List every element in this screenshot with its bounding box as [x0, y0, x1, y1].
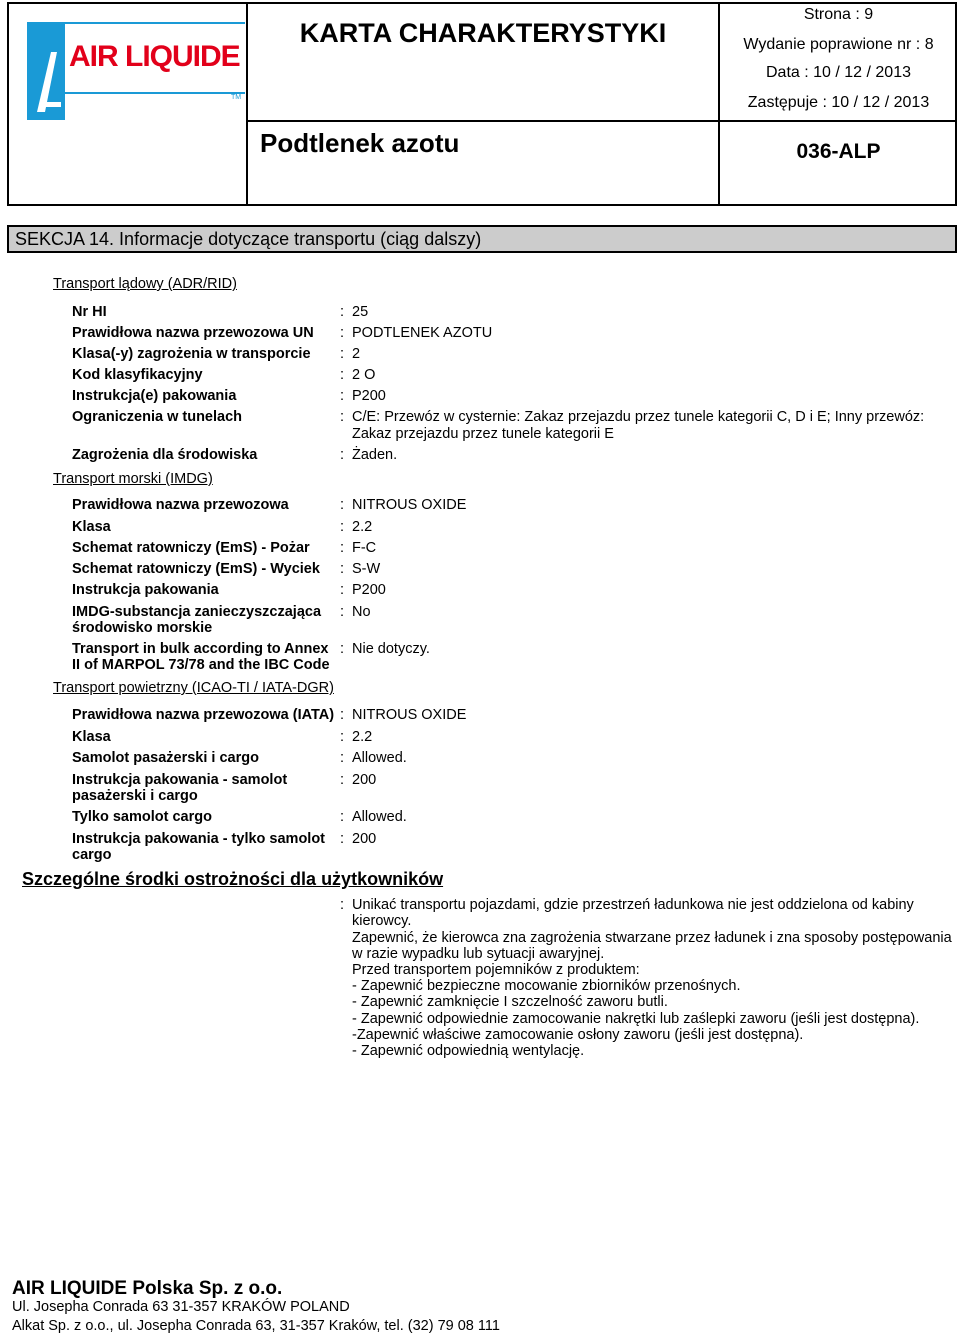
field-label: Klasa	[72, 519, 111, 535]
precaution-line: -Zapewnić właściwe zamocowanie osłony zaworu (jeśli jest dostępna).	[352, 1027, 804, 1043]
field-label: Schemat ratowniczy (EmS) - Pożar	[72, 540, 310, 556]
precaution-line: - Zapewnić bezpieczne mocowanie zbiorników przenośnych.	[352, 978, 741, 994]
field-value: C/E: Przewóz w cysternie: Zakaz przejazdu przez tunele kategorii C, D i E; Inny przewóz:	[352, 409, 925, 425]
field-colon: :	[340, 409, 345, 425]
field-label: Prawidłowa nazwa przewozowa	[72, 497, 289, 513]
product-code: 036-ALP	[796, 140, 881, 163]
field-value: Żaden.	[352, 447, 398, 463]
logo-text: AIR LIQUIDE	[69, 40, 240, 73]
field-label: Transport in bulk according to Annex	[72, 641, 329, 657]
field-label: Tylko samolot cargo	[72, 809, 212, 825]
footer-address: Ul. Josepha Conrada 63 31-357 KRAKÓW POLAND	[12, 1299, 350, 1315]
precaution-line: Przed transportem pojemników z produktem:	[352, 962, 640, 978]
field-label: Ograniczenia w tunelach	[72, 409, 243, 425]
document-title: KARTA CHARAKTERYSTYKI	[299, 18, 667, 48]
field-colon: :	[340, 325, 345, 341]
field-label-continued: II of MARPOL 73/78 and the IBC Code	[72, 657, 330, 673]
field-colon: :	[340, 809, 345, 825]
replaces-date: Zastępuje : 10 / 12 / 2013	[747, 94, 930, 111]
field-label: Schemat ratowniczy (EmS) - Wyciek	[72, 561, 320, 577]
field-label: Instrukcja(e) pakowania	[72, 388, 237, 404]
field-value: NITROUS OXIDE	[352, 707, 467, 723]
field-colon: :	[340, 304, 345, 320]
field-label: Samolot pasażerski i cargo	[72, 750, 259, 766]
field-colon: :	[340, 729, 345, 745]
field-label: Zagrożenia dla środowiska	[72, 447, 258, 463]
field-label: Prawidłowa nazwa przewozowa (IATA)	[72, 707, 335, 723]
revision-number: Wydanie poprawione nr : 8	[743, 36, 934, 53]
field-value: S-W	[352, 561, 381, 577]
field-value: 2	[352, 346, 361, 362]
logo-trademark: TM	[231, 94, 242, 101]
field-value: NITROUS OXIDE	[352, 497, 467, 513]
field-label: Instrukcja pakowania - tylko samolot	[72, 831, 326, 847]
field-label: Kod klasyfikacyjny	[72, 367, 203, 383]
field-value: PODTLENEK AZOTU	[352, 325, 493, 341]
field-colon: :	[340, 750, 345, 766]
field-colon: :	[340, 367, 345, 383]
field-colon: :	[340, 897, 345, 913]
precautions-heading: Szczególne środki ostrożności dla użytkowników	[22, 869, 444, 889]
field-label: Instrukcja pakowania - samolot	[72, 772, 288, 788]
header-divider	[246, 120, 957, 122]
field-label: IMDG-substancja zanieczyszczająca	[72, 604, 322, 620]
sea-transport-heading: Transport morski (IMDG)	[53, 471, 213, 487]
field-label: Prawidłowa nazwa przewozowa UN	[72, 325, 314, 341]
field-label: Klasa(-y) zagrożenia w transporcie	[72, 346, 311, 362]
field-value: No	[352, 604, 371, 620]
field-colon: :	[340, 346, 345, 362]
product-name: Podtlenek azotu	[260, 128, 460, 158]
page-number: Strona : 9	[803, 6, 874, 23]
field-colon: :	[340, 497, 345, 513]
field-colon: :	[340, 707, 345, 723]
field-value: Allowed.	[352, 750, 407, 766]
precaution-line: - Zapewnić odpowiednią wentylację.	[352, 1043, 585, 1059]
precaution-line: Zapewnić, że kierowca zna zagrożenia stwarzane przez ładunek i zna sposoby postępowania	[352, 930, 952, 946]
precaution-line: Unikać transportu pojazdami, gdzie przestrzeń ładunkowa nie jest oddzielona od kabiny	[352, 897, 914, 913]
field-value: 25	[352, 304, 369, 320]
field-value: P200	[352, 388, 386, 404]
field-value: 2.2	[352, 519, 373, 535]
field-colon: :	[340, 831, 345, 847]
precaution-line: kierowcy.	[352, 913, 412, 929]
field-colon: :	[340, 582, 345, 598]
field-label-continued: cargo	[72, 847, 112, 863]
section-title: SEKCJA 14. Informacje dotyczące transportu (ciąg dalszy)	[7, 225, 957, 253]
field-value: 200	[352, 831, 377, 847]
field-colon: :	[340, 604, 345, 620]
issue-date: Data : 10 / 12 / 2013	[766, 64, 911, 81]
land-transport-heading: Transport lądowy (ADR/RID)	[53, 276, 237, 292]
field-value: Allowed.	[352, 809, 407, 825]
field-label: Klasa	[72, 729, 111, 745]
field-value: F-C	[352, 540, 377, 556]
field-colon: :	[340, 388, 345, 404]
field-label-continued: środowisko morskie	[72, 620, 213, 636]
precaution-line: - Zapewnić zamknięcie I szczelność zaworu butli.	[352, 994, 668, 1010]
field-value: P200	[352, 582, 386, 598]
precaution-line: w razie wypadku lub sytuacji awaryjnej.	[352, 946, 605, 962]
field-value-continued: Zakaz przejazdu przez tunele kategorii E	[352, 426, 614, 442]
field-colon: :	[340, 772, 345, 788]
field-value: 2.2	[352, 729, 373, 745]
field-label: Instrukcja pakowania	[72, 582, 219, 598]
field-colon: :	[340, 447, 345, 463]
field-label-continued: pasażerski i cargo	[72, 788, 198, 804]
field-value: 2 O	[352, 367, 376, 383]
air-transport-heading: Transport powietrzny (ICAO-TI / IATA-DGR)	[53, 680, 334, 696]
field-colon: :	[340, 641, 345, 657]
field-value: Nie dotyczy.	[352, 641, 430, 657]
precaution-line: - Zapewnić odpowiednie zamocowanie nakrętki lub zaślepki zaworu (jeśli jest dostępna).	[352, 1011, 920, 1027]
field-colon: :	[340, 540, 345, 556]
field-colon: :	[340, 561, 345, 577]
field-colon: :	[340, 519, 345, 535]
footer-alkat: Alkat Sp. z o.o., ul. Josepha Conrada 63, 31-357 Kraków, tel. (32) 79 08 111	[12, 1318, 500, 1334]
footer-company: AIR LIQUIDE Polska Sp. z o.o.	[12, 1278, 283, 1299]
air-liquide-logo	[7, 2, 247, 122]
field-label: Nr HI	[72, 304, 107, 320]
field-value: 200	[352, 772, 377, 788]
